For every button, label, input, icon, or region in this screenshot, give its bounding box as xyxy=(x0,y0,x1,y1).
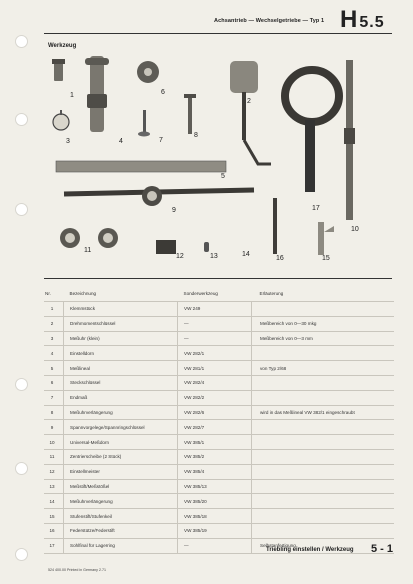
table-row xyxy=(44,316,394,331)
table-row xyxy=(44,479,394,494)
cell-note: Meßbereich von 0—3 mm xyxy=(252,331,395,346)
cell-vw: — xyxy=(178,538,252,553)
tool-drehmomentschluessel xyxy=(230,61,258,93)
cell-nr: 13 xyxy=(44,479,64,494)
cell-name: Einstellmeister xyxy=(64,464,178,479)
cell-vw: VW 282/2 xyxy=(178,390,252,405)
cell-vw: VW 385/19 xyxy=(178,523,252,538)
cell-name: Meßuhrverlängerung xyxy=(64,494,178,509)
col-note: Erläuterung xyxy=(259,290,284,296)
cell-name: Meßuhr (klein) xyxy=(64,331,178,346)
tool-messuhrverlaengerung xyxy=(188,94,192,134)
cell-note xyxy=(252,464,395,479)
tools-photo xyxy=(44,50,392,270)
cell-name: Drehmomentschlüssel xyxy=(64,316,178,331)
tool-endmass xyxy=(143,110,146,134)
cell-nr: 1 xyxy=(44,302,64,317)
table-row xyxy=(44,346,394,361)
cell-vw: VW 385/4 xyxy=(178,464,252,479)
cell-note xyxy=(252,375,395,390)
cell-name: Endmaß xyxy=(64,390,178,405)
cell-note xyxy=(252,523,395,538)
cell-nr: 6 xyxy=(44,375,64,390)
label-3: 3 xyxy=(66,138,70,145)
cell-vw: VW 282/7 xyxy=(178,420,252,435)
tool-sohlfinal xyxy=(285,70,339,122)
tool-steckschluessel-bore xyxy=(144,68,152,76)
label-11: 11 xyxy=(84,247,92,254)
cell-note xyxy=(252,449,395,464)
table-row xyxy=(44,435,394,450)
tool-klemmstueck-collar xyxy=(52,59,65,64)
tool-zentrierscheibe-bore xyxy=(65,233,75,243)
cell-vw: VW 385/13 xyxy=(178,479,252,494)
tool-universal-messdorn-collar xyxy=(344,128,355,144)
cell-name: Steckschlüssel xyxy=(64,375,178,390)
label-6: 6 xyxy=(161,89,165,96)
footer-page: 5 - 1 xyxy=(371,543,394,555)
tool-messuhrverlaengerung-cap xyxy=(184,94,196,98)
tool-messstift xyxy=(204,242,209,252)
header-code xyxy=(340,6,385,34)
punch-hole xyxy=(15,203,28,216)
cell-vw: VW 282/1 xyxy=(178,346,252,361)
cell-vw: VW 385/20 xyxy=(178,494,252,509)
tool-stufenstift xyxy=(318,222,334,255)
cell-nr: 2 xyxy=(44,316,64,331)
label-2: 2 xyxy=(247,98,251,105)
cell-name: Einstelldorn xyxy=(64,346,178,361)
label-9: 9 xyxy=(172,207,176,214)
cell-note xyxy=(252,420,395,435)
table-row xyxy=(44,390,394,405)
table-top-rule xyxy=(44,278,392,279)
label-7: 7 xyxy=(159,137,163,144)
cell-name: Sohlfinal für Lagerring xyxy=(64,538,178,553)
label-14: 14 xyxy=(242,251,250,258)
cell-note xyxy=(252,390,395,405)
punch-hole xyxy=(15,113,28,126)
cell-nr: 7 xyxy=(44,390,64,405)
tool-messlineal xyxy=(56,161,226,172)
table-header-row xyxy=(44,285,394,302)
punch-hole xyxy=(15,378,28,391)
header-title: Achsantrieb — Wechselgetriebe — Typ 1 xyxy=(214,18,325,24)
tool-einstelldorn-head xyxy=(85,58,109,65)
cell-name: Klemmstück xyxy=(64,302,178,317)
label-4: 4 xyxy=(119,138,123,145)
table-row xyxy=(44,494,394,509)
footer-print-info: 524 400.00 Printed in Germany 2.71 xyxy=(48,568,106,572)
label-10: 10 xyxy=(351,226,359,233)
label-16: 16 xyxy=(276,255,284,262)
tool-sohlfinal-handle xyxy=(305,120,315,192)
label-15: 15 xyxy=(322,255,330,262)
cell-vw: VW 281/1 xyxy=(178,361,252,376)
table-row xyxy=(44,331,394,346)
cell-nr: 17 xyxy=(44,538,64,553)
cell-vw: VW 249 xyxy=(178,302,252,317)
table-row xyxy=(44,509,394,524)
cell-vw: — xyxy=(178,331,252,346)
cell-note: von Typ 2/68 xyxy=(252,361,395,376)
label-5: 5 xyxy=(221,173,225,180)
tool-drehmomentschluessel-handle xyxy=(244,140,271,164)
tool-endmass-foot xyxy=(138,132,150,137)
cell-name: Meßuhrverlängerung xyxy=(64,405,178,420)
cell-note xyxy=(252,346,395,361)
cell-nr: 12 xyxy=(44,464,64,479)
table-row xyxy=(44,449,394,464)
tool-drehmomentschluessel-shaft xyxy=(242,92,246,140)
col-nr: Nr. xyxy=(45,290,51,296)
label-17: 17 xyxy=(312,205,320,212)
cell-note xyxy=(252,509,395,524)
cell-note: wird in das Meßlineal VW 382/1 eingeschraubt xyxy=(252,405,395,420)
cell-note xyxy=(252,494,395,509)
cell-nr: 16 xyxy=(44,523,64,538)
cell-vw: VW 385/1 xyxy=(178,435,252,450)
cell-name: Universal-Meßdorn xyxy=(64,435,178,450)
cell-name: Meßlineal xyxy=(64,361,178,376)
cell-nr: 9 xyxy=(44,420,64,435)
cell-name: Spannvorgelege/Spannringschlüssel xyxy=(64,420,178,435)
tool-zentrierscheibe-bore xyxy=(103,233,113,243)
cell-vw: VW 385/2 xyxy=(178,449,252,464)
punch-hole xyxy=(15,548,28,561)
tool-einstellmeister xyxy=(156,240,176,254)
cell-nr: 15 xyxy=(44,509,64,524)
cell-nr: 14 xyxy=(44,494,64,509)
cell-nr: 10 xyxy=(44,435,64,450)
cell-note: Meßbereich von 0—30 mkg xyxy=(252,316,395,331)
cell-name: Federstütze/Federstift xyxy=(64,523,178,538)
cell-vw: — xyxy=(178,316,252,331)
cell-name: Meßstift/Meßstößel xyxy=(64,479,178,494)
table-row xyxy=(44,405,394,420)
cell-name: Zentrierscheibe (2 Stück) xyxy=(64,449,178,464)
cell-note xyxy=(252,479,395,494)
table-row xyxy=(44,375,394,390)
footer-section: Triebling einstellen / Werkzeug xyxy=(266,547,354,553)
header-rule xyxy=(44,33,392,34)
header-code-number: 5.5 xyxy=(359,14,385,31)
col-name: Bezeichnung xyxy=(69,290,97,296)
cell-vw: VW 282/6 xyxy=(178,405,252,420)
header-code-letter: H xyxy=(340,6,357,33)
cell-nr: 4 xyxy=(44,346,64,361)
tool-federstuetze xyxy=(273,198,277,254)
cell-note xyxy=(252,302,395,317)
cell-name: Stufenstift/Stufenkeil xyxy=(64,509,178,524)
tool-spannringschluessel-bore xyxy=(147,191,157,201)
tool-messuhr-stem xyxy=(60,110,62,115)
punch-hole xyxy=(15,35,28,48)
cell-vw: VW 385/18 xyxy=(178,509,252,524)
cell-vw: VW 282/4 xyxy=(178,375,252,390)
table-row xyxy=(44,420,394,435)
label-1: 1 xyxy=(70,92,74,99)
label-12: 12 xyxy=(176,253,184,260)
cell-note xyxy=(252,435,395,450)
label-13: 13 xyxy=(210,253,218,260)
cell-nr: 11 xyxy=(44,449,64,464)
table-row xyxy=(44,523,394,538)
table-row xyxy=(44,302,394,317)
cell-nr: 3 xyxy=(44,331,64,346)
punch-hole xyxy=(15,462,28,475)
cell-note: Selbstanfertigung xyxy=(252,538,395,553)
table-row xyxy=(44,361,394,376)
cell-nr: 5 xyxy=(44,361,64,376)
tool-einstelldorn-collar xyxy=(87,94,107,108)
tools-table xyxy=(44,285,394,554)
cell-nr: 8 xyxy=(44,405,64,420)
section-title: Werkzeug xyxy=(48,43,77,49)
col-vw: Sonderwerkzeug xyxy=(183,290,218,296)
table-row xyxy=(44,464,394,479)
label-8: 8 xyxy=(194,132,198,139)
tool-messuhr xyxy=(53,114,69,130)
